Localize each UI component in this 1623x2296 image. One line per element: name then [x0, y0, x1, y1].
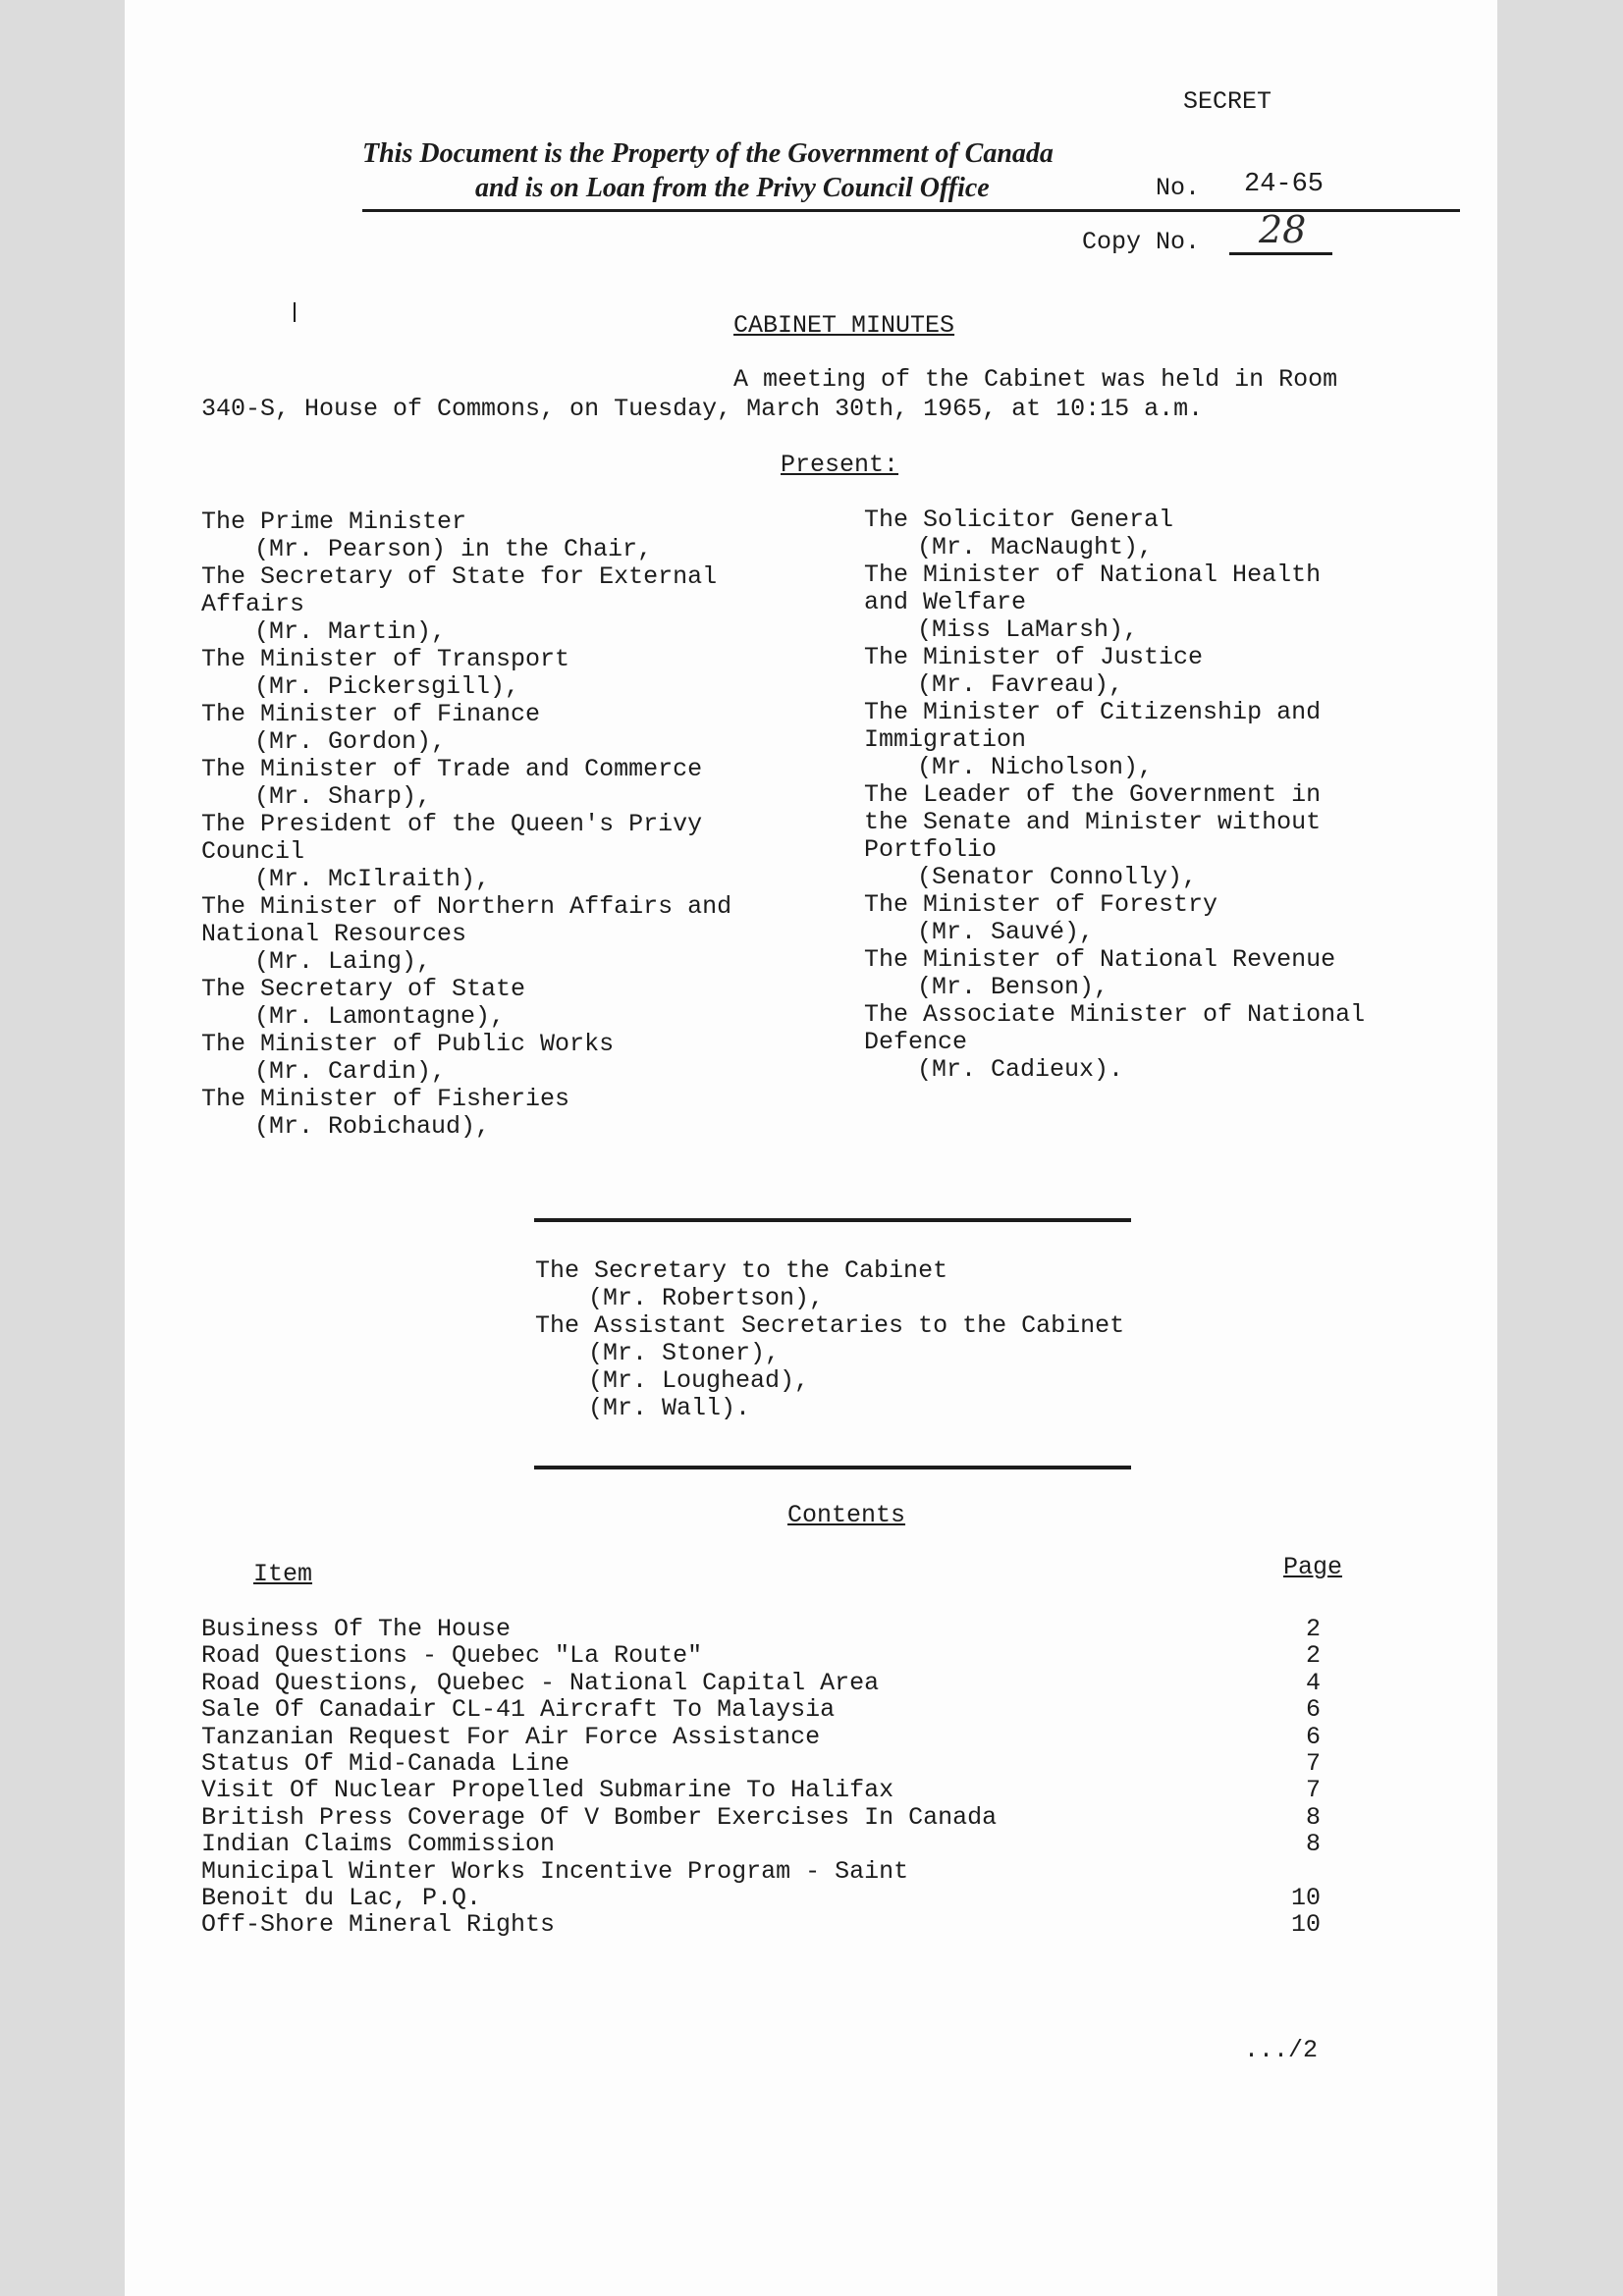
present-member-line: The Minister of National Revenue — [864, 945, 1336, 974]
copy-number-label: Copy No. — [1082, 228, 1201, 256]
separator-rule-bottom — [534, 1466, 1131, 1469]
present-member-line: The Leader of the Government in — [864, 780, 1322, 809]
present-member-line: (Mr. Pickersgill), — [254, 672, 520, 701]
present-member-line: (Miss LaMarsh), — [917, 615, 1139, 644]
document-number-label: No. — [1156, 174, 1201, 202]
secretaries-list — [535, 1257, 1124, 1422]
copy-number-handwritten: 28 — [1259, 208, 1307, 251]
present-member-line: The President of the Queen's Privy — [201, 810, 703, 838]
secretary-line: (Mr. Stoner), — [588, 1339, 781, 1367]
contents-item: Status Of Mid-Canada Line — [201, 1749, 570, 1778]
present-left-column — [201, 508, 731, 1141]
present-member-line: The Secretary of State — [201, 975, 526, 1003]
contents-item: Indian Claims Commission — [201, 1830, 556, 1859]
contents-page-number: 8 — [1305, 1830, 1321, 1859]
present-member-line: (Mr. Favreau), — [917, 670, 1124, 699]
continuation-marker: .../2 — [1244, 2036, 1319, 2064]
present-member-line: The Secretary of State for External — [201, 562, 718, 591]
document-number-value: 24-65 — [1244, 170, 1325, 199]
present-member-line: and Welfare — [864, 588, 1027, 616]
present-member-line: (Mr. Martin), — [254, 617, 447, 646]
meeting-intro-line1: A meeting of the Cabinet was held in Room — [733, 365, 1338, 394]
present-member-line: (Mr. Cardin), — [254, 1057, 447, 1086]
present-member-line: The Minister of Justice — [864, 643, 1204, 671]
present-member-line: National Resources — [201, 920, 467, 948]
present-member-line: (Mr. Cadieux). — [917, 1055, 1124, 1084]
present-member-line: (Mr. Lamontagne), — [254, 1002, 506, 1031]
present-member-line: (Mr. Sauvé), — [917, 918, 1095, 946]
present-member-line: (Mr. Benson), — [917, 973, 1109, 1001]
present-member-line: The Minister of Citizenship and — [864, 698, 1322, 726]
contents-page-number: 8 — [1305, 1802, 1321, 1832]
contents-item: Sale Of Canadair CL-41 Aircraft To Malaysia — [201, 1695, 836, 1725]
contents-item: Visit Of Nuclear Propelled Submarine To Halifax — [201, 1776, 894, 1805]
classification-label: SECRET — [1183, 87, 1272, 116]
present-member-line: The Minister of Finance — [201, 700, 541, 728]
present-member-line: The Minister of Transport — [201, 645, 570, 673]
contents-page-number: 6 — [1305, 1695, 1321, 1725]
secretary-line: (Mr. Wall). — [588, 1394, 751, 1422]
present-member-line: The Minister of Fisheries — [201, 1085, 570, 1113]
meeting-intro-line2: 340-S, House of Commons, on Tuesday, March 30th, 1965, at 10:15 a.m. — [201, 395, 1204, 423]
present-member-line: The Minister of Forestry — [864, 890, 1218, 919]
contents-item: Off-Shore Mineral Rights — [201, 1910, 556, 1940]
present-member-line: The Minister of Public Works — [201, 1030, 615, 1058]
copy-number-underline — [1229, 252, 1332, 255]
secretary-line: The Assistant Secretaries to the Cabinet — [535, 1311, 1125, 1340]
present-member-line: The Prime Minister — [201, 507, 467, 536]
contents-page-heading: Page — [1283, 1553, 1343, 1581]
present-member-line: (Senator Connolly), — [917, 863, 1198, 891]
contents-item-heading: Item — [253, 1560, 313, 1588]
present-member-line: The Minister of Northern Affairs and — [201, 892, 732, 921]
present-member-line: (Mr. Nicholson), — [917, 753, 1154, 781]
present-member-line: The Associate Minister of National — [864, 1000, 1366, 1029]
contents-page-number: 10 — [1290, 1884, 1321, 1912]
contents-page-number: 2 — [1305, 1615, 1321, 1643]
present-member-line: (Mr. MacNaught), — [917, 533, 1154, 561]
contents-page-number: 2 — [1305, 1641, 1321, 1671]
document-page — [125, 0, 1497, 2296]
separator-rule-top — [534, 1218, 1131, 1222]
secretary-line: (Mr. Loughead), — [588, 1366, 810, 1395]
contents-item: Business Of The House — [201, 1615, 512, 1643]
present-member-line: Council — [201, 837, 305, 866]
contents-item: British Press Coverage Of V Bomber Exercises In Canada — [201, 1802, 998, 1832]
present-member-line: The Minister of National Health — [864, 561, 1322, 589]
present-member-line: Affairs — [201, 590, 305, 618]
present-member-line: the Senate and Minister without — [864, 808, 1322, 836]
contents-item: Benoit du Lac, P.Q. — [201, 1884, 482, 1912]
present-member-line: The Solicitor General — [864, 506, 1174, 534]
property-notice-line2: and is on Loan from the Privy Council Office — [475, 173, 990, 203]
contents-item: Road Questions - Quebec "La Route" — [201, 1641, 703, 1671]
present-member-line: (Mr. Gordon), — [254, 727, 447, 756]
present-member-line: Defence — [864, 1028, 968, 1056]
contents-item: Road Questions, Quebec - National Capital Area — [201, 1668, 880, 1697]
contents-page-number: 7 — [1305, 1749, 1321, 1778]
contents-page-number: 7 — [1305, 1776, 1321, 1805]
contents-page-number: 6 — [1305, 1722, 1321, 1751]
property-notice-line1: This Document is the Property of the Government of Canada — [362, 138, 1054, 169]
secretary-line: The Secretary to the Cabinet — [535, 1256, 948, 1285]
present-member-line: (Mr. Robichaud), — [254, 1112, 491, 1141]
contents-item: Tanzanian Request For Air Force Assistance — [201, 1722, 821, 1751]
present-right-column — [864, 507, 1365, 1084]
present-member-line: (Mr. Sharp), — [254, 782, 432, 811]
present-member-line: (Mr. McIlraith), — [254, 865, 491, 893]
margin-mark — [294, 302, 296, 322]
present-member-line: The Minister of Trade and Commerce — [201, 755, 703, 783]
secretary-line: (Mr. Robertson), — [588, 1284, 825, 1312]
present-member-line: (Mr. Laing), — [254, 947, 432, 976]
present-member-line: Portfolio — [864, 835, 998, 864]
contents-item: Municipal Winter Works Incentive Program - Saint — [201, 1856, 909, 1886]
contents-page-number: 4 — [1305, 1668, 1321, 1697]
present-heading: Present: — [781, 451, 899, 479]
contents-page-number: 10 — [1290, 1910, 1321, 1940]
document-title: CABINET MINUTES — [733, 311, 955, 340]
contents-heading: Contents — [787, 1501, 906, 1529]
present-member-line: (Mr. Pearson) in the Chair, — [254, 535, 653, 563]
present-member-line: Immigration — [864, 725, 1027, 754]
